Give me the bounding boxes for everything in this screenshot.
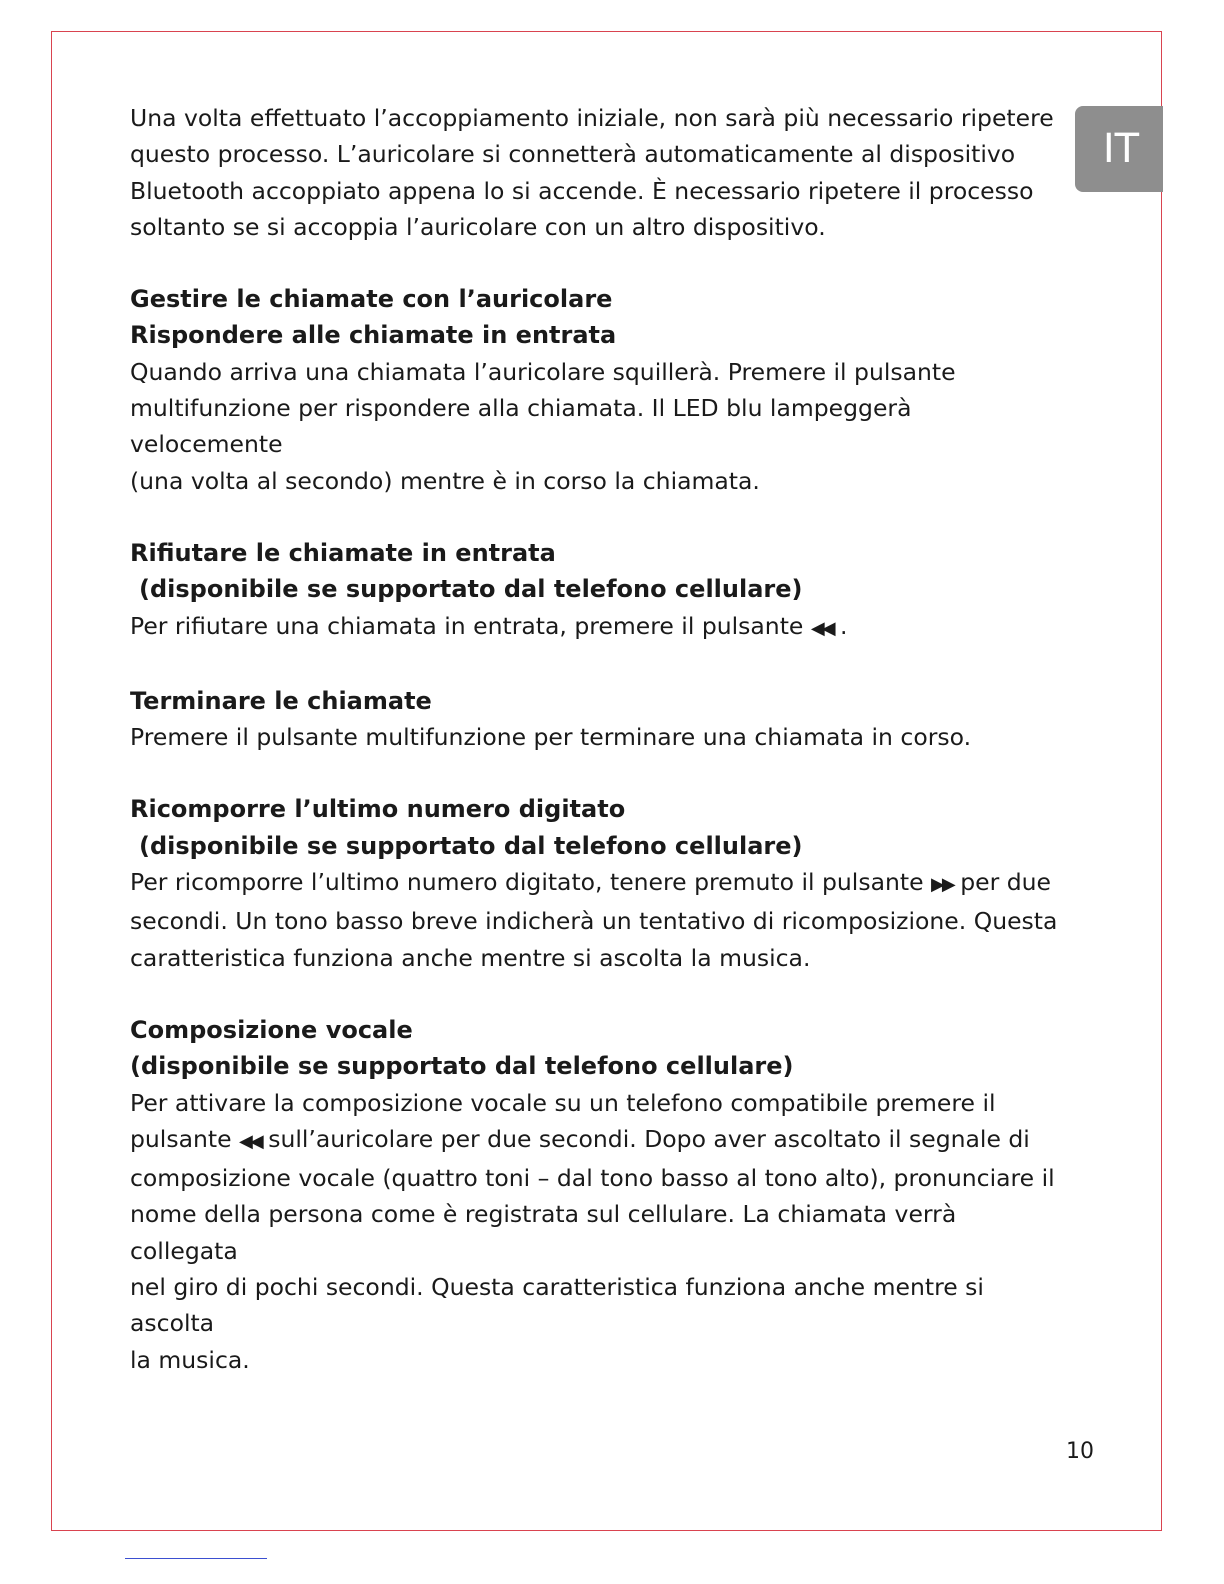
text-line: questo processo. L’auricolare si connetterà automaticamente al dispositivo xyxy=(130,140,1016,169)
section-heading: Terminare le chiamate xyxy=(130,686,432,715)
section-subheading: (disponibile se supportato dal telefono cellulare) xyxy=(130,1052,794,1081)
text-line: Una volta effettuato l’accoppiamento iniziale, non sarà più necessario ripetere xyxy=(130,104,1054,132)
text-line: nome della persona come è registrata sul cellulare. La chiamata verrà collegata xyxy=(130,1200,957,1265)
section-answer-calls xyxy=(130,281,1070,499)
intro-paragraph xyxy=(130,100,1070,245)
section-subheading: Rispondere alle chiamate in entrata xyxy=(130,321,617,350)
text-line: Quando arriva una chiamata l’auricolare squillerà. Premere il pulsante xyxy=(130,357,956,386)
text-line: secondi. Un tono basso breve indicherà un tentativo di ricomposizione. Questa xyxy=(130,907,1058,936)
text-fragment: per due xyxy=(960,868,1051,897)
section-subheading: (disponibile se supportato dal telefono cellulare) xyxy=(139,575,803,604)
section-heading: Gestire le chiamate con l’auricolare xyxy=(130,285,613,314)
text-line xyxy=(130,864,1070,903)
text-line: Premere il pulsante multifunzione per terminare una chiamata in corso. xyxy=(130,723,972,752)
text-fragment: Per ricomporre l’ultimo numero digitato, tenere premuto il pulsante xyxy=(130,868,924,897)
forward-button-icon: ▶▶ xyxy=(931,874,953,896)
rewind-button-icon: ◀◀ xyxy=(239,1130,261,1152)
text-fragment: pulsante xyxy=(130,1124,232,1153)
section-redial xyxy=(130,791,1070,975)
text-line: nel giro di pochi secondi. Questa caratteristica funziona anche mentre si ascolta xyxy=(130,1273,984,1338)
language-tab: IT xyxy=(1075,106,1163,192)
text-line: Per attivare la composizione vocale su un telefono compatibile premere il xyxy=(130,1088,996,1117)
rewind-button-icon: ◀◀ xyxy=(810,617,833,639)
text-line: soltanto se si accoppia l’auricolare con un altro dispositivo. xyxy=(130,212,826,241)
section-heading: Ricomporre l’ultimo numero digitato xyxy=(130,795,626,824)
text-line xyxy=(130,1121,1070,1160)
text-line xyxy=(130,608,1070,647)
document-body xyxy=(130,100,1070,1378)
text-line: multifunzione per rispondere alla chiamata. Il LED blu lampeggerà velocemente xyxy=(130,394,912,459)
text-line: Bluetooth accoppiato appena lo si accende. È necessario ripetere il processo xyxy=(130,176,1034,205)
text-fragment: sull’auricolare per due secondi. Dopo aver ascoltato il segnale di xyxy=(268,1124,1030,1153)
section-heading: Composizione vocale xyxy=(130,1015,413,1044)
footer-rule xyxy=(125,1558,267,1559)
text-fragment: . xyxy=(840,611,848,640)
section-reject-calls xyxy=(130,535,1070,647)
text-fragment: Per rifiutare una chiamata in entrata, premere il pulsante xyxy=(130,611,804,640)
text-line: caratteristica funziona anche mentre si ascolta la musica. xyxy=(130,943,811,972)
section-subheading: (disponibile se supportato dal telefono cellulare) xyxy=(139,831,803,860)
section-heading: Rifiutare le chiamate in entrata xyxy=(130,538,556,567)
section-voice-dialing xyxy=(130,1012,1070,1378)
section-end-calls xyxy=(130,683,1070,756)
page-number: 10 xyxy=(1066,1439,1094,1464)
text-line: la musica. xyxy=(130,1345,250,1374)
text-line: composizione vocale (quattro toni – dal tono basso al tono alto), pronunciare il xyxy=(130,1164,1055,1193)
text-line: (una volta al secondo) mentre è in corso la chiamata. xyxy=(130,466,760,495)
